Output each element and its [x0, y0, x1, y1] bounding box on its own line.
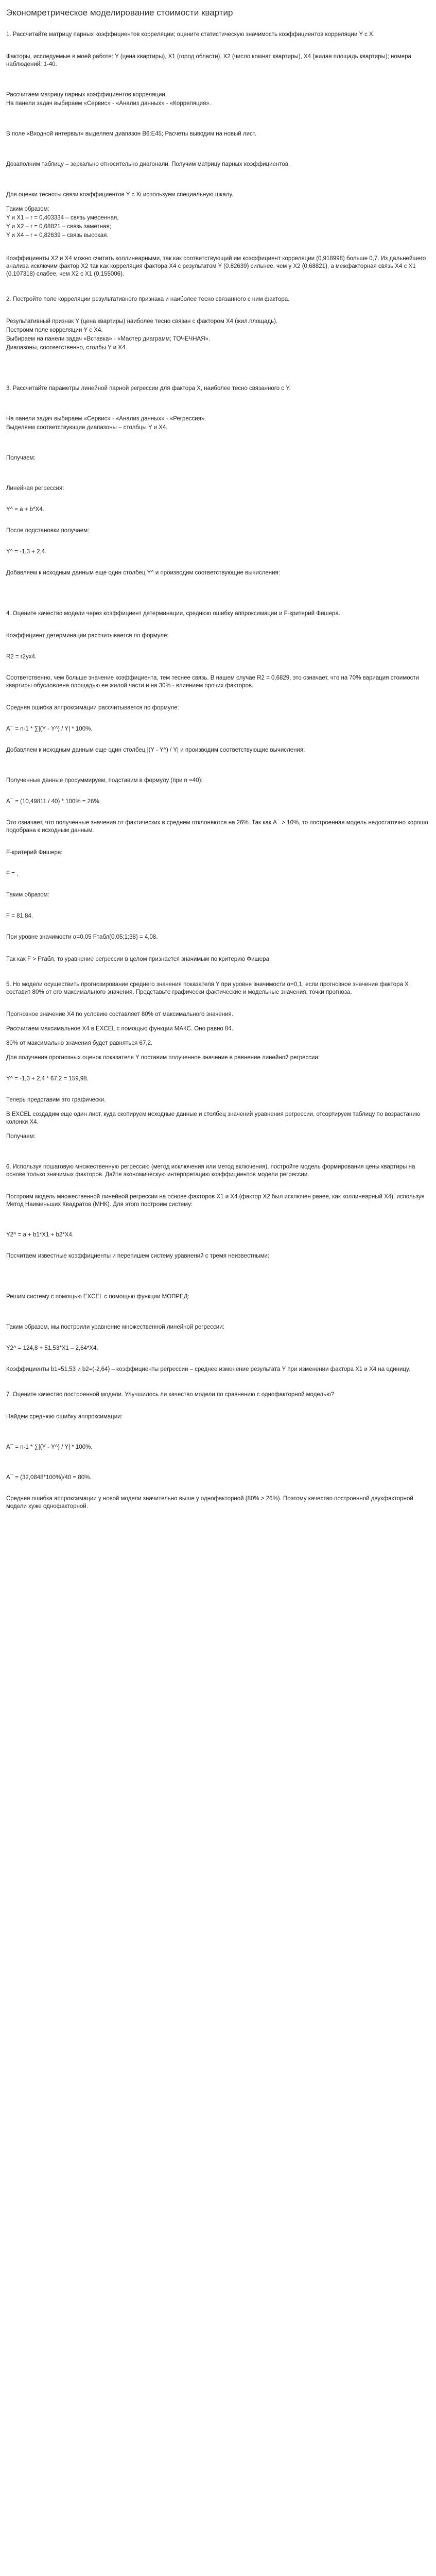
paragraph: Получаем:	[6, 1133, 36, 1140]
formula: Y^ = -1,3 + 2,4 * 67,2 = 159,98.	[6, 1076, 89, 1082]
formula: R2 = r2yx4.	[6, 654, 37, 660]
paragraph: Рассчитаем матрицу парных коэффициентов корреляции.	[6, 92, 167, 98]
paragraph: На панели задач выбираем «Сервис» - «Анализ данных» - «Корреляция».	[6, 100, 211, 107]
paragraph: Линейная регрессия:	[6, 485, 64, 492]
paragraph: На панели задач выбираем «Сервис» - «Анализ данных» - «Регрессия».	[6, 416, 206, 422]
paragraph: Таким образом, мы построили уравнение множественной линейной регрессии:	[6, 1324, 224, 1330]
list-item: Y и X4 – r = 0,82639 – связь высокая.	[6, 232, 109, 239]
paragraph: Средняя ошибка аппроксимации у новой модели значительно выше у однофакторной (80% > 26%). Поэтому качество построенной двухфакторной модели хуже однофакторной.	[6, 1496, 413, 1510]
paragraph: Прогнозное значение X4 по условию составляет 80% от максимального значения.	[6, 1011, 233, 1018]
paragraph: Выбираем на панели задач «Вставка» - «Мастер диаграмм; ТОЧЕЧНАЯ».	[6, 336, 211, 342]
paragraph: Соответственно, чем больше значение коэффициента, тем теснее связь. В нашем случае R2 = 0,6829, это означает, что на 70% вариация стоимости квартиры обусловлена площадью ее жилой части и на 30% - влиянием прочих факторов.	[6, 675, 420, 689]
page-title: Экономретрическое моделирование стоимости квартир	[6, 8, 233, 18]
paragraph: Теперь представим это графически.	[6, 1097, 106, 1103]
task-1-heading: 1. Рассчитайте матрицу парных коэффициентов корреляции; оцените статистическую значимость коэффициентов корреляции Y с X.	[6, 31, 375, 38]
paragraph: Построим модель множественной линейной регрессии на основе факторов X1 и X4 (фактор X2 был исключен ранее, как коллинеарный X4), используя Метод Наименьших Квадратов (МНК). Для этого построим систему:	[6, 1194, 425, 1208]
task-2-heading: 2. Постройте поле корреляции результативного признака и наиболее тесно связанного с ним фактора.	[6, 296, 290, 302]
paragraph: Средняя ошибка аппроксимации рассчитывается по формуле:	[6, 705, 179, 711]
paragraph: Коэффициент детерминации рассчитывается по формуле:	[6, 633, 169, 639]
paragraph: Таким образом:	[6, 892, 49, 898]
paragraph: Факторы, исследуемые в моей работе: Y (цена квартиры), X1 (город области), X2 (число комнат квартиры), X4 (жилая площадь квартиры); номера наблюдений: 1-40.	[6, 54, 411, 67]
formula: A¯ = (32,0848*100%)/40 = 80%.	[6, 1475, 92, 1481]
paragraph: Для получения прогнозных оценок показателя Y поставим полученное значение в равнение линейной регрессии:	[6, 1055, 320, 1061]
paragraph: Получаем:	[6, 455, 36, 461]
paragraph: Так как F > Fтабл, то уравнение регрессии в целом признается значимым по критерию Фишера.	[6, 956, 271, 962]
paragraph: 80% от максимально значения будет равняться 67,2.	[6, 1040, 153, 1046]
task-5-heading: 5. Но модели осуществить прогнозирование среднего значения показателя Y при уровне значимости α=0,1, если прогнозное значение фактора X составит 80% от его максимального значения. Представьте графически фактические и модельные значения, точки прогноза.	[6, 981, 409, 995]
formula: Y2^ = a + b1*X1 + b2*X4.	[6, 1232, 74, 1238]
paragraph: F-критерий Фишера:	[6, 850, 63, 856]
list-item: Y и X2 – r = 0,68821 – связь заметная;	[6, 224, 111, 230]
formula: A¯ = (10,49811 / 40) * 100% = 26%.	[6, 799, 101, 805]
paragraph: Решим систему с помощью EXCEL с помощью функции МОПРЕД:	[6, 1294, 189, 1300]
paragraph: Коэффициенты b1=51,53 и b2=(-2,64) – коэффициенты регрессии – среднее изменение результата Y при изменении фактора X1 и X4 на единицу.	[6, 1366, 410, 1372]
paragraph: Добавляем к исходным данным еще один столбец Y^ и производим соответствующие вычисления:	[6, 570, 280, 576]
paragraph: В поле «Входной интервал» выделяем диапазон B6:E45; Расчеты выводим на новый лист.	[6, 131, 256, 137]
paragraph: Диапазоны, соответственно, столбы Y и X4.	[6, 345, 127, 351]
paragraph: Дозаполним таблицу – зеркально относительно диагонали. Получим матрицу парных коэффициентов.	[6, 161, 290, 167]
formula: A¯ = n-1 * ∑|(Y - Y^) / Y| * 100%.	[6, 1444, 93, 1450]
paragraph: Посчитаем известные коэффициенты и перепишем систему уравнений с тремя неизвестными:	[6, 1253, 270, 1259]
list-item: Y и X1 – r = 0,403334 – связь умеренная,	[6, 215, 119, 221]
formula: A¯ = n-1 * ∑|(Y - Y^) / Y| * 100%.	[6, 726, 93, 732]
paragraph: Таким образом:	[6, 206, 49, 212]
formula: Y^ = a + b*X4.	[6, 506, 44, 513]
task-6-heading: 6. Используя пошаговую множественную регрессию (метод исключения или метод включения), постройте модель формирования цены квартиры на основе только значимых факторов. Дайте экономическую интерпретацию коэффициентов модели регрессии.	[6, 1164, 415, 1178]
paragraph: Построим поле корреляции Y с X4.	[6, 327, 103, 333]
paragraph: Добавляем к исходным данным еще один столбец |(Y - Y^) / Y| и производим соответствующие вычисления:	[6, 747, 305, 753]
paragraph: Результативный признак Y (цена квартиры) наиболее тесно связан с фактором X4 (жил.площадь).	[6, 318, 278, 325]
task-4-heading: 4. Оцените качество модели через коэффициент детерминации, среднюю ошибку аппроксимации и F-критерий Фишера.	[6, 611, 341, 617]
paragraph: Найдем среднюю ошибку аппроксимации:	[6, 1414, 123, 1420]
formula: F = ,	[6, 871, 19, 877]
paragraph: Полученные данные просуммируем, подставим в формулу (при n =40):	[6, 777, 203, 784]
paragraph: После подстановки получаем:	[6, 528, 90, 534]
paragraph: Рассчитаем максимальное X4 в EXCEL с помощью функции МАКС. Оно равно 84.	[6, 1026, 233, 1032]
paragraph: Для оценки тесноты связи коэффициентов Y с Xi используем специальную шкалу.	[6, 192, 234, 198]
paragraph: Это означает, что полученные значения от фактических в среднем отклоняются на 26%. Так как A¯ > 10%, то построенная модель недостаточно хорошо подобрана к исходным данным.	[6, 820, 428, 834]
formula: Y^ = -1,3 + 2,4.	[6, 549, 47, 555]
paragraph: При уровне значимости α=0,05 Fтабл(0,05;1;38) = 4,08.	[6, 934, 158, 940]
formula: Y2^ = 124,8 + 51,53*X1 – 2,64*X4.	[6, 1345, 98, 1351]
task-3-heading: 3. Рассчитайте параметры линейной парной регрессии для фактора X, наиболее тесно связанного с Y.	[6, 385, 291, 392]
formula: F = 81,84.	[6, 913, 33, 919]
task-7-heading: 7. Оцените качество построенной модели. Улучшилось ли качество модели по сравнению с однофакторной моделью?	[6, 1392, 335, 1398]
paragraph: В EXCEL создадим еще один лист, куда скопируем исходные данные и столбец значений уравнения регрессии, отсортируем таблицу по возрастанию колонки X4.	[6, 1111, 421, 1125]
paragraph: Коэффициенты X2 и X4 можно считать коллинеарными, так как соответствующий им коэффициент корреляции (0,918998) больше 0,7. Из дальнейшего анализа исключим фактор X2 так как корреляция фактора X4 с результатом Y (0,82639) сильнее, чем у X2 (0,68821), а межфакторная связь X4 с X1 (0,107318) слабее, чем X2 с X1 (0,155006).	[6, 256, 426, 277]
paragraph: Выделяем соответствующие диапазоны – столбцы Y и X4.	[6, 425, 168, 431]
